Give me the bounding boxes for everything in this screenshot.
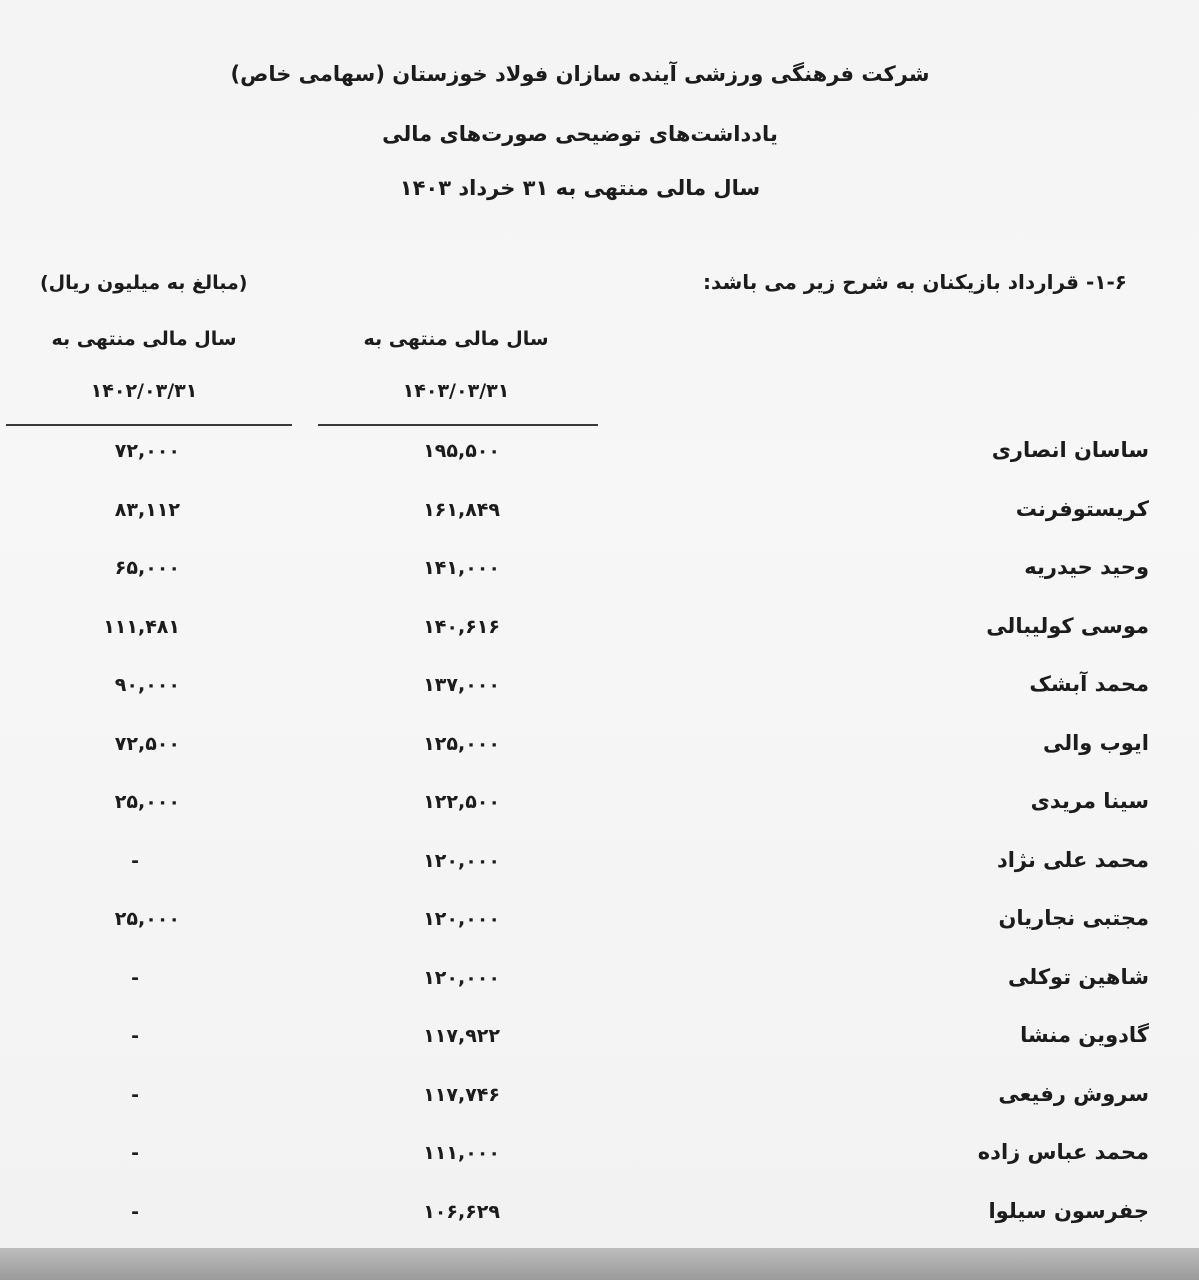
player-name: سروش رفیعی <box>998 1081 1149 1106</box>
table-row <box>0 1082 1199 1122</box>
previous-year-date: ۱۴۰۲/۰۳/۳۱ <box>90 380 198 402</box>
previous-year-amount: - <box>131 1142 140 1164</box>
player-name: محمد علی نژاد <box>996 847 1149 872</box>
table-row <box>0 555 1199 595</box>
note-title: ۱-۶- قرارداد بازیکنان به شرح زیر می باشد: <box>703 270 1127 294</box>
current-year-amount: ۱۱۱,۰۰۰ <box>423 1142 500 1164</box>
table-row <box>0 497 1199 537</box>
current-year-amount: ۱۴۱,۰۰۰ <box>423 557 500 579</box>
current-year-date: ۱۴۰۳/۰۳/۳۱ <box>402 380 510 402</box>
fiscal-period: سال مالی منتهی به ۳۱ خرداد ۱۴۰۳ <box>399 176 761 200</box>
previous-year-amount: - <box>131 1083 140 1106</box>
previous-year-amount: - <box>131 1025 140 1047</box>
current-year-amount: ۱۴۰,۶۱۶ <box>423 615 500 638</box>
current-year-amount: ۱۲۰,۰۰۰ <box>423 908 500 930</box>
table-row <box>0 1199 1199 1239</box>
previous-year-amount: ۲۵,۰۰۰ <box>114 908 180 930</box>
player-name: سینا مریدی <box>1030 789 1149 813</box>
current-year-amount: ۱۲۰,۰۰۰ <box>423 849 500 872</box>
current-year-amount: ۱۱۷,۷۴۶ <box>423 1083 500 1106</box>
player-name: ایوب والی <box>1042 730 1149 755</box>
current-year-amount: ۱۱۷,۹۲۲ <box>423 1025 500 1047</box>
current-year-amount: ۱۹۵,۵۰۰ <box>423 440 500 462</box>
company-title: شرکت فرهنگی ورزشی آینده سازان فولاد خوزستان (سهامی خاص) <box>230 62 930 86</box>
player-name: کریستوفرنت <box>1015 496 1149 521</box>
table-row <box>0 965 1199 1005</box>
player-name: محمد عباس زاده <box>977 1140 1149 1164</box>
table-row <box>0 614 1199 654</box>
table-row <box>0 848 1199 888</box>
player-name: جفرسون سیلوا <box>988 1198 1149 1223</box>
table-row <box>0 789 1199 829</box>
previous-year-amount: ۶۵,۰۰۰ <box>114 557 180 579</box>
player-name: ساسان انصاری <box>991 438 1149 462</box>
player-name: مجتبی نجاریان <box>998 906 1149 930</box>
table-row <box>0 672 1199 712</box>
previous-year-amount: ۹۰,۰۰۰ <box>114 674 180 696</box>
player-name: وحید حیدریه <box>1024 555 1149 579</box>
player-name: محمد آبشک <box>1029 672 1149 696</box>
previous-column-rule <box>6 424 292 426</box>
current-year-amount: ۱۲۰,۰۰۰ <box>423 966 500 989</box>
table-row <box>0 731 1199 771</box>
previous-year-amount: ۲۵,۰۰۰ <box>114 791 180 813</box>
player-name: موسی کولیبالی <box>986 613 1149 638</box>
document-subtitle: یادداشت‌های توضیحی صورت‌های مالی <box>382 122 778 146</box>
current-year-amount: ۱۶۱,۸۴۹ <box>423 498 500 521</box>
units-label: (مبالغ به میلیون ریال) <box>40 272 248 294</box>
previous-year-amount: - <box>131 1200 140 1223</box>
previous-year-amount: ۸۳,۱۱۲ <box>114 498 180 521</box>
current-year-amount: ۱۲۲,۵۰۰ <box>423 791 500 813</box>
table-row <box>0 906 1199 946</box>
previous-year-amount: - <box>131 966 140 989</box>
current-year-amount: ۱۰۶,۶۲۹ <box>423 1200 500 1223</box>
current-year-label: سال مالی منتهی به <box>363 328 549 350</box>
current-column-rule <box>318 424 598 426</box>
player-name: شاهین توکلی <box>1008 964 1149 989</box>
table-row <box>0 1140 1199 1180</box>
previous-year-amount: ۱۱۱,۴۸۱ <box>103 615 180 638</box>
current-year-amount: ۱۲۵,۰۰۰ <box>423 732 500 755</box>
previous-year-amount: - <box>131 849 140 872</box>
table-row <box>0 1023 1199 1063</box>
table-row <box>0 438 1199 478</box>
previous-year-amount: ۷۲,۵۰۰ <box>114 732 180 755</box>
current-year-amount: ۱۳۷,۰۰۰ <box>423 674 500 696</box>
screen-bezel <box>0 1248 1199 1280</box>
previous-year-label: سال مالی منتهی به <box>51 328 237 350</box>
player-name: گادوین منشا <box>1020 1023 1149 1047</box>
previous-year-amount: ۷۲,۰۰۰ <box>114 440 180 462</box>
